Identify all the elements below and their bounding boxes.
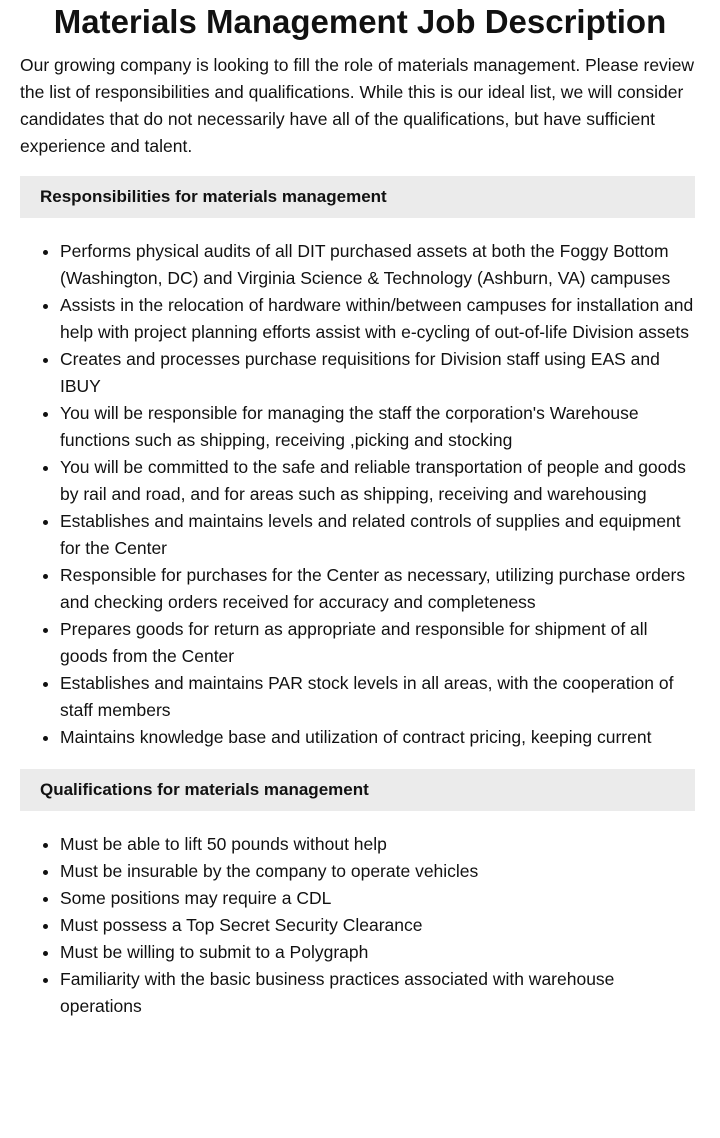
page-title: Materials Management Job Description	[53, 3, 667, 40]
intro-paragraph: Our growing company is looking to fill the role of materials management. Please review the list of responsibilities and qualifications. While this is our ideal list, we will consider candidates that do not necessarily have all of the qualifications, but have sufficient experience and talent.	[20, 55, 695, 156]
list-item: • Responsible for purchases for the Center as necessary, utilizing purchase orders and checking orders received for accuracy and completeness	[60, 562, 700, 616]
responsibilities-heading: Responsibilities for materials management	[20, 176, 695, 218]
list-item: • Assists in the relocation of hardware within/between campuses for installation and help with project planning efforts assist with e-cycling of out-of-life Division assets	[60, 292, 700, 346]
list-item: • Some positions may require a CDL	[60, 885, 700, 912]
qualifications-list	[20, 831, 700, 1020]
responsibilities-list	[20, 238, 700, 751]
list-item: • Performs physical audits of all DIT purchased assets at both the Foggy Bottom (Washington, DC) and Virginia Science & Technology (Ashburn, VA) campuses	[60, 238, 700, 292]
list-item: • Familiarity with the basic business practices associated with warehouse operations	[60, 966, 700, 1020]
list-item: • You will be responsible for managing the staff the corporation's Warehouse functions such as shipping, receiving ,picking and stocking	[60, 400, 700, 454]
list-item: • You will be committed to the safe and reliable transportation of people and goods by rail and road, and for areas such as shipping, receiving and warehousing	[60, 454, 700, 508]
list-item: • Must be willing to submit to a Polygraph	[60, 939, 700, 966]
list-item: • Must be able to lift 50 pounds without help	[60, 831, 700, 858]
list-item: • Prepares goods for return as appropriate and responsible for shipment of all goods from the Center	[60, 616, 700, 670]
list-item: • Must be insurable by the company to operate vehicles	[60, 858, 700, 885]
list-item: • Must possess a Top Secret Security Clearance	[60, 912, 700, 939]
qualifications-heading: Qualifications for materials management	[20, 769, 695, 811]
list-item: • Creates and processes purchase requisitions for Division staff using EAS and IBUY	[60, 346, 700, 400]
list-item: • Establishes and maintains PAR stock levels in all areas, with the cooperation of staff members	[60, 670, 700, 724]
list-item: • Establishes and maintains levels and related controls of supplies and equipment for the Center	[60, 508, 700, 562]
list-item: • Maintains knowledge base and utilization of contract pricing, keeping current	[60, 724, 700, 751]
